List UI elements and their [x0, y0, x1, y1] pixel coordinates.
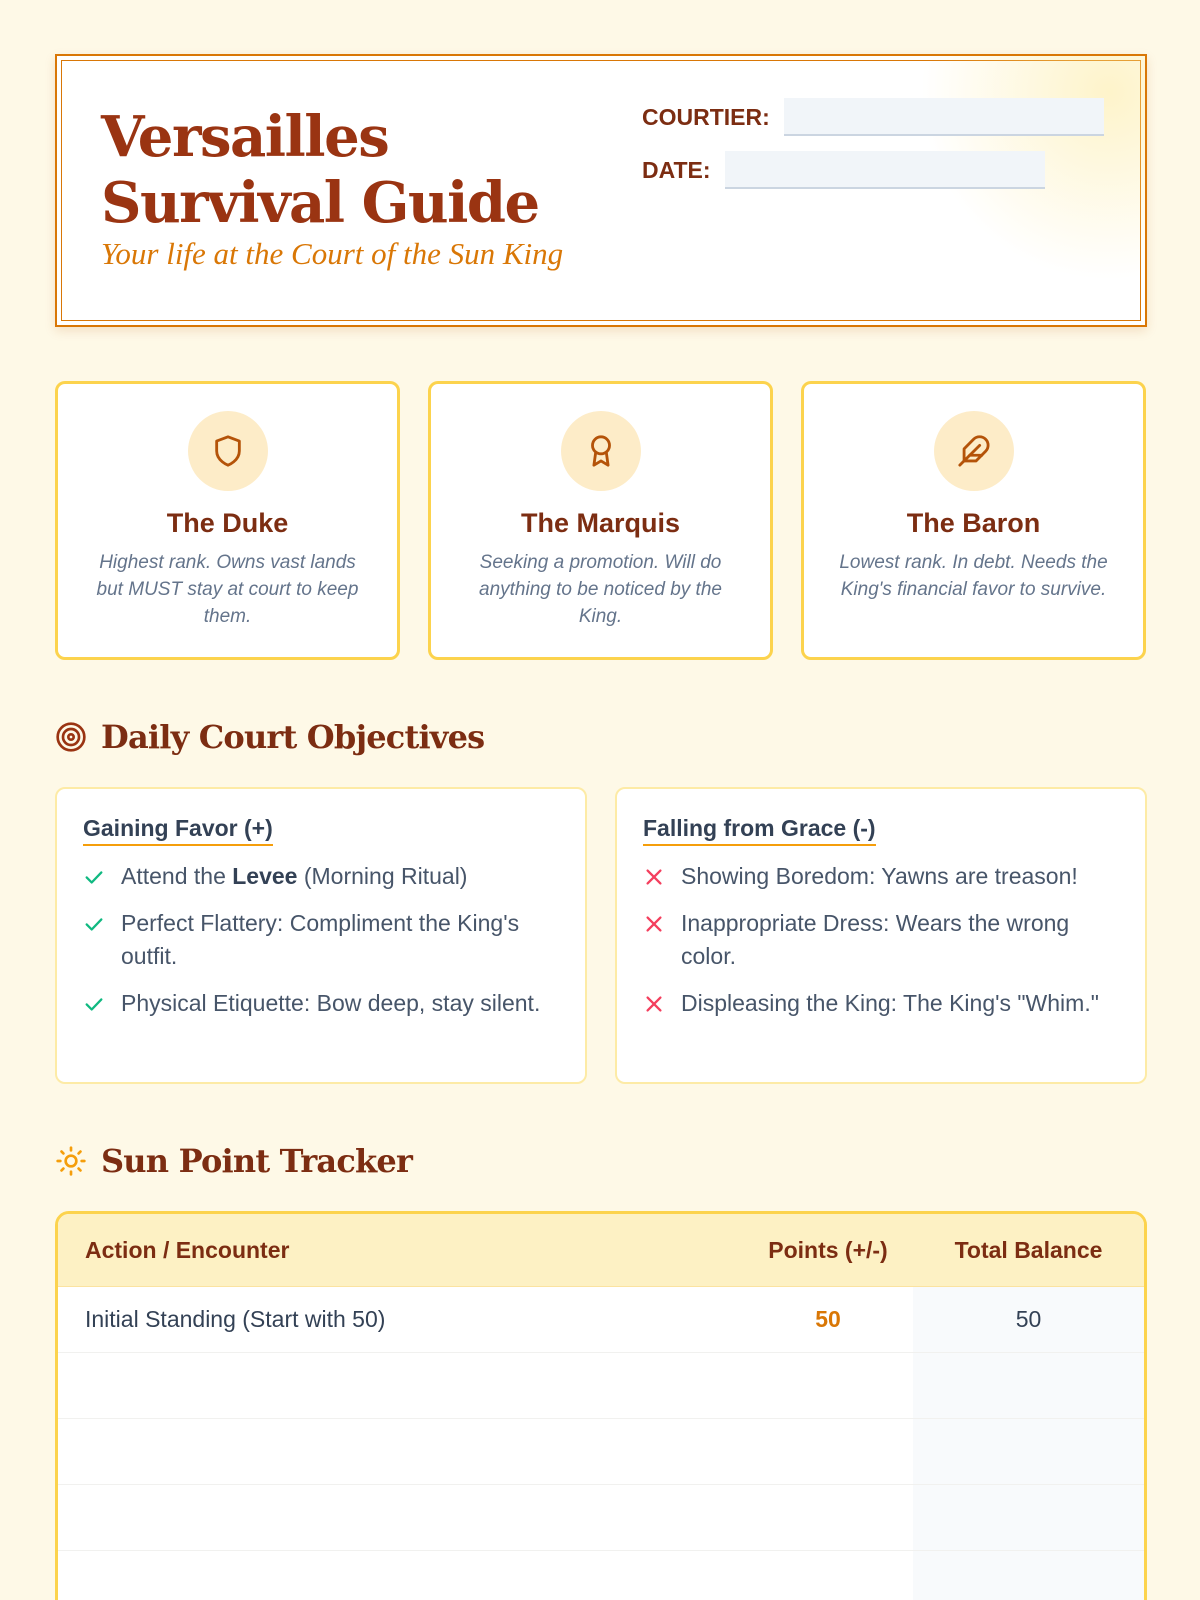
rank-description: Lowest rank. In debt. Needs the King's financial favor to survive. — [839, 552, 1108, 600]
list-item-text: Inappropriate Dress: Wears the wrong color. — [681, 910, 1070, 969]
date-field-row — [642, 151, 1045, 189]
column-header-balance: Total Balance — [954, 1236, 1103, 1263]
balance-cell[interactable] — [913, 1551, 1144, 1600]
page-title: Versailles Survival Guide — [101, 104, 539, 236]
table-row — [58, 1353, 1144, 1419]
list-item — [83, 860, 559, 893]
objectives-panels — [55, 787, 1147, 1084]
gaining-favor-list — [83, 860, 559, 1020]
action-cell[interactable]: Initial Standing (Start with 50) — [85, 1306, 386, 1332]
list-item-text: Displeasing the King: The King's "Whim." — [681, 990, 1099, 1016]
action-cell[interactable] — [58, 1419, 743, 1484]
falling-from-grace-card — [615, 787, 1147, 1084]
award-icon — [561, 411, 641, 491]
page-subtitle: Your life at the Court of the Sun King — [101, 236, 564, 271]
rank-cards — [55, 381, 1147, 660]
feather-icon — [934, 411, 1014, 491]
objectives-heading — [55, 718, 484, 756]
header-panel — [55, 54, 1147, 327]
list-item — [643, 860, 1119, 893]
page — [55, 54, 1147, 1332]
cross-icon — [643, 987, 681, 1020]
action-cell[interactable] — [58, 1551, 743, 1600]
shield-icon — [188, 411, 268, 491]
cross-icon — [643, 860, 681, 893]
table-header-row — [58, 1214, 1144, 1287]
list-item-text: Physical Etiquette: Bow deep, stay silent. — [121, 990, 541, 1016]
rank-name: The Duke — [166, 508, 289, 538]
tracker-heading-text: Sun Point Tracker — [101, 1142, 413, 1180]
balance-cell[interactable] — [913, 1419, 1144, 1484]
courtier-field-row — [642, 98, 1104, 136]
rank-name: The Marquis — [520, 508, 681, 538]
target-icon — [55, 721, 87, 753]
balance-cell[interactable] — [913, 1353, 1144, 1418]
list-item — [643, 987, 1119, 1020]
column-header-points: Points (+/-) — [768, 1236, 888, 1263]
rank-description: Seeking a promotion. Will do anything to be noticed by the King. — [479, 552, 722, 627]
action-cell[interactable] — [58, 1353, 743, 1418]
courtier-input[interactable] — [784, 98, 1104, 136]
action-cell[interactable] — [58, 1485, 743, 1550]
points-cell[interactable] — [743, 1419, 913, 1484]
rank-card-duke — [55, 381, 400, 660]
list-item-text: Showing Boredom: Yawns are treason! — [681, 863, 1078, 889]
table-row — [58, 1551, 1144, 1600]
date-input[interactable] — [725, 151, 1045, 189]
rank-name: The Baron — [906, 508, 1041, 538]
rank-description: Highest rank. Owns vast lands but MUST stay at court to keep them. — [96, 552, 359, 627]
points-cell[interactable] — [743, 1551, 913, 1600]
table-row — [58, 1419, 1144, 1485]
table-row — [58, 1485, 1144, 1551]
sun-icon — [55, 1145, 87, 1177]
points-cell[interactable] — [743, 1485, 913, 1550]
list-item — [83, 987, 559, 1020]
check-icon — [83, 987, 121, 1020]
points-cell[interactable]: 50 — [815, 1306, 841, 1332]
list-item — [643, 907, 1119, 973]
falling-from-grace-list — [643, 860, 1119, 1020]
balance-cell[interactable]: 50 — [913, 1287, 1144, 1352]
date-label: DATE: — [642, 156, 711, 183]
sun-point-tracker-table — [55, 1211, 1147, 1600]
table-row — [58, 1287, 1144, 1353]
cross-icon — [643, 907, 681, 940]
list-item-text: Perfect Flattery: Compliment the King's outfit. — [121, 910, 520, 969]
gaining-favor-card — [55, 787, 587, 1084]
points-cell[interactable] — [743, 1353, 913, 1418]
falling-from-grace-title: Falling from Grace (-) — [643, 815, 876, 846]
list-item-text: Attend the Levee (Morning Ritual) — [121, 863, 468, 889]
list-item — [83, 907, 559, 973]
column-header-action: Action / Encounter — [85, 1236, 290, 1263]
rank-card-marquis — [428, 381, 773, 660]
check-icon — [83, 860, 121, 893]
rank-card-baron — [801, 381, 1146, 660]
tracker-heading — [55, 1142, 412, 1180]
courtier-label: COURTIER: — [642, 103, 770, 130]
objectives-heading-text: Daily Court Objectives — [101, 718, 485, 756]
gaining-favor-title: Gaining Favor (+) — [83, 815, 273, 846]
check-icon — [83, 907, 121, 940]
balance-cell[interactable] — [913, 1485, 1144, 1550]
